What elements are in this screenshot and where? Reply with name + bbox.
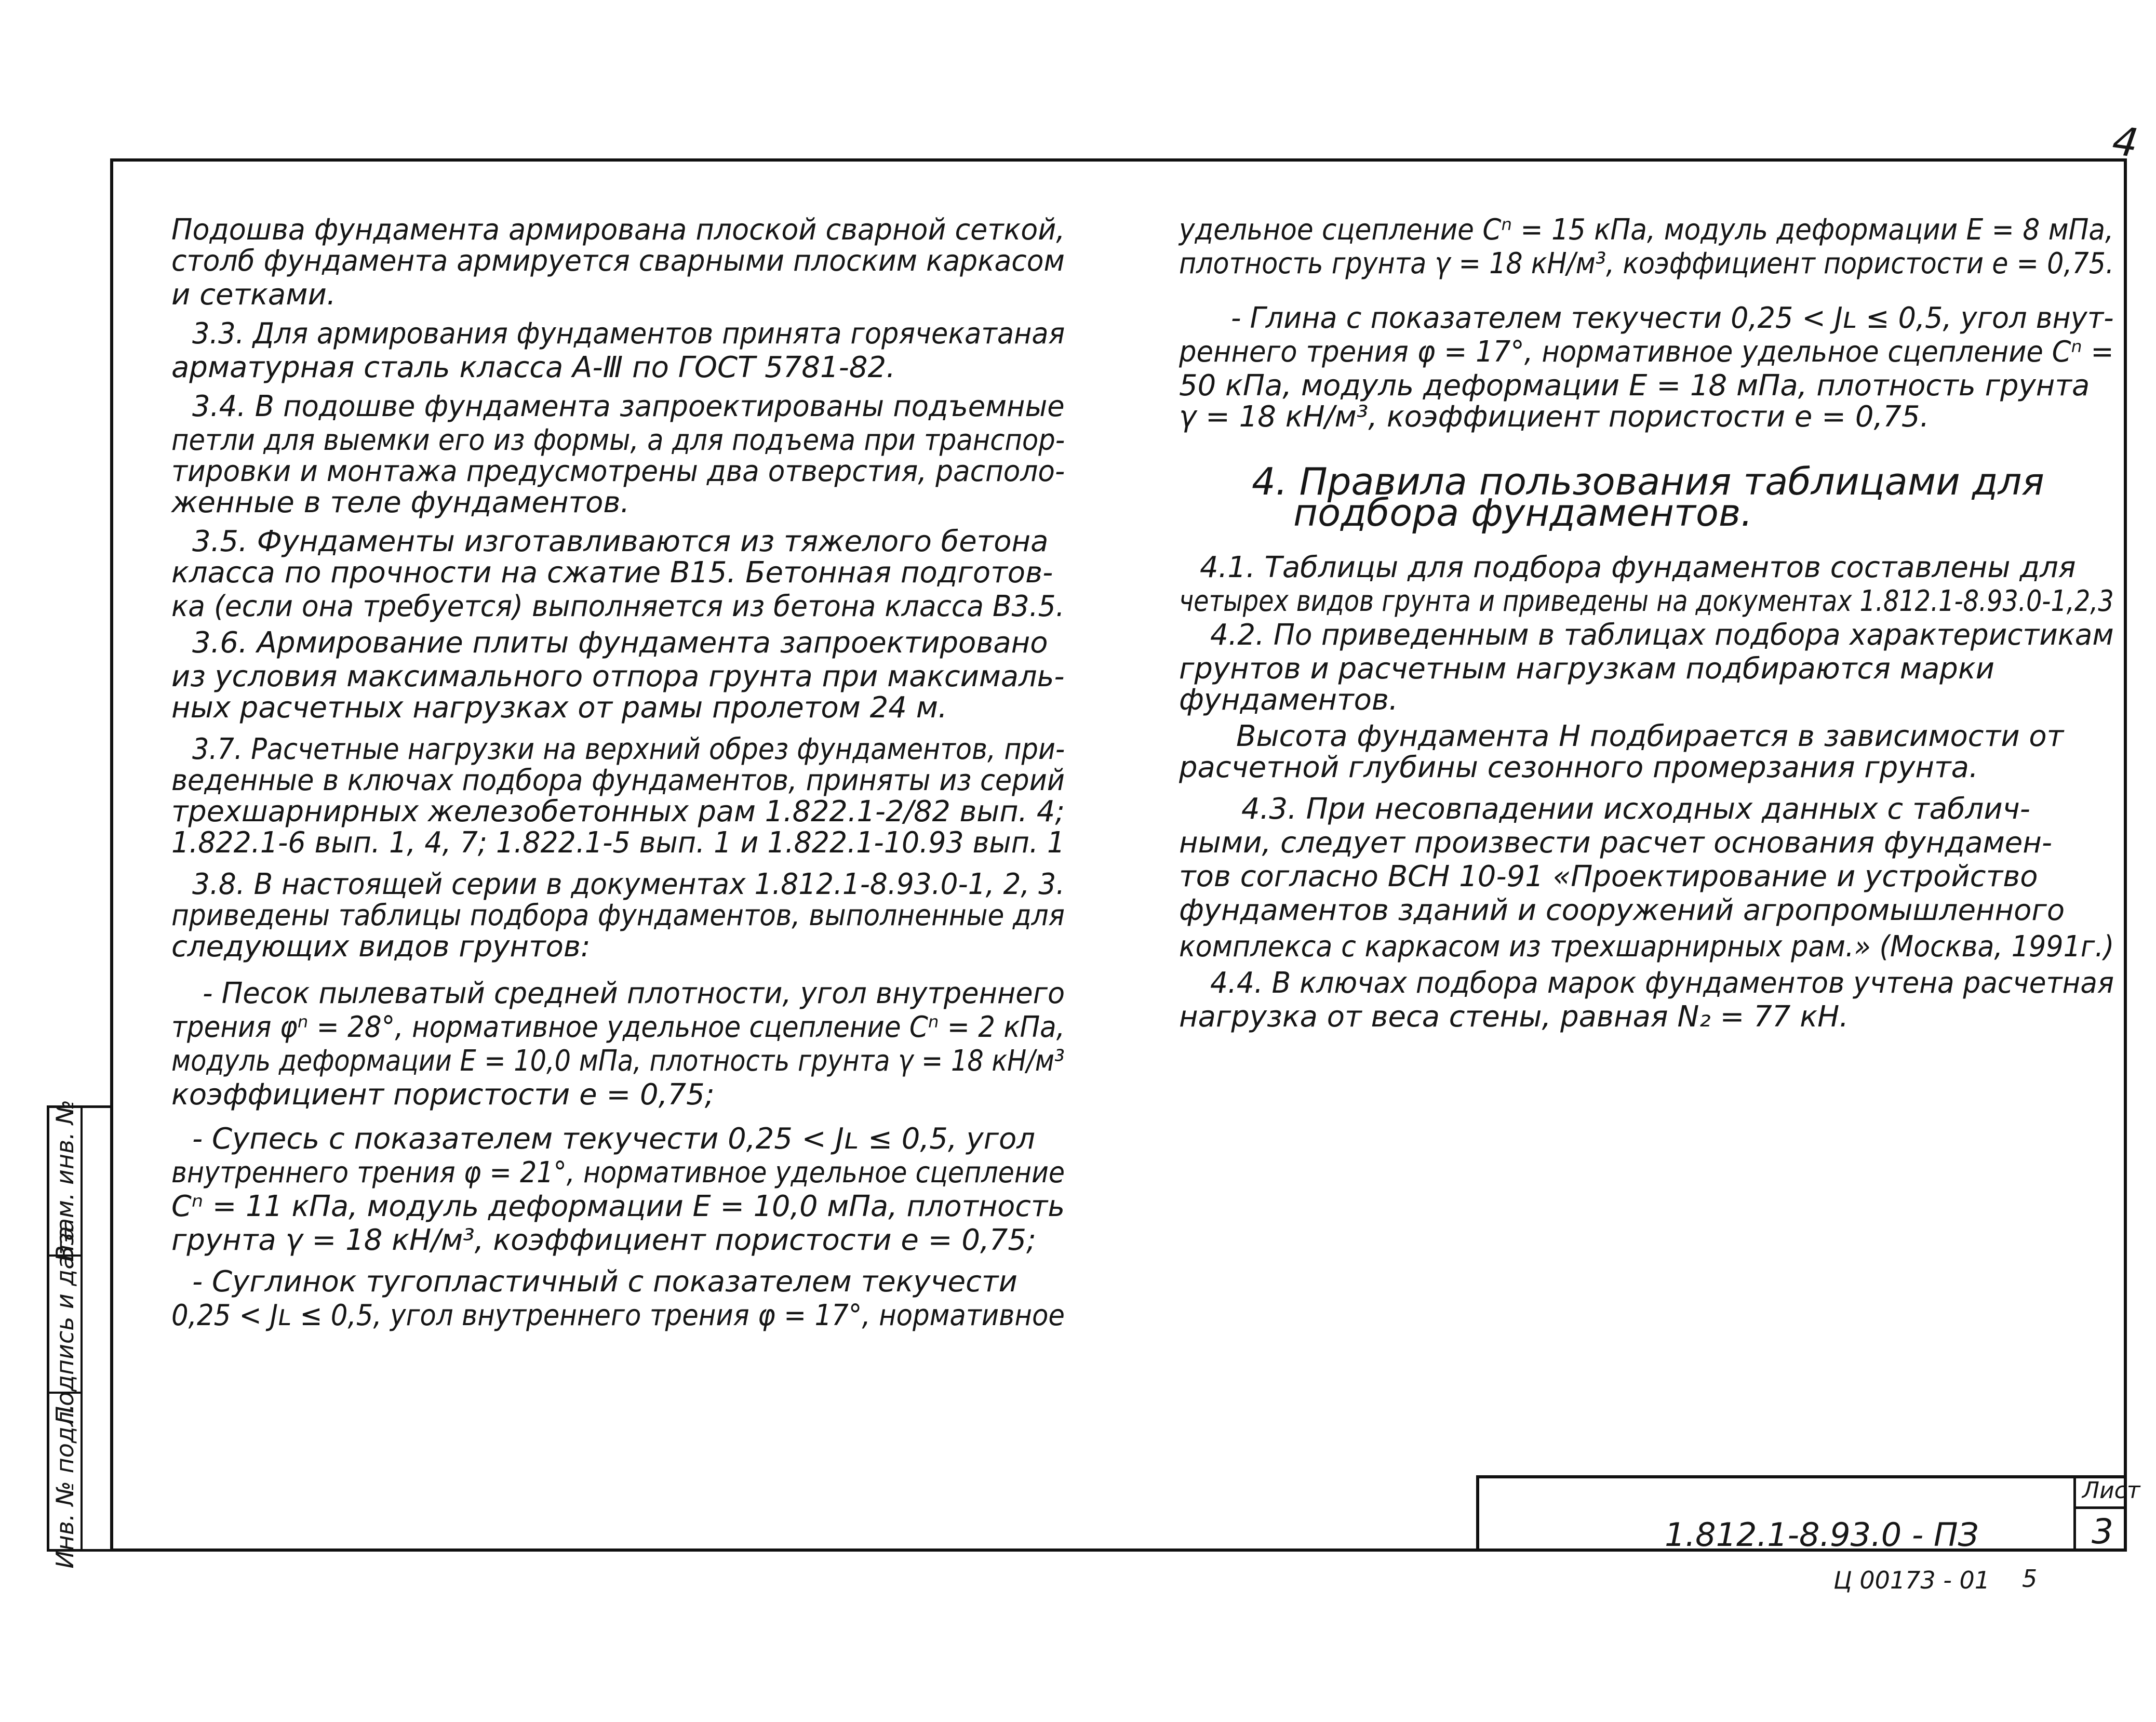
left-column-line: трения φⁿ = 28°, нормативное удельное сцепление Cⁿ = 2 кПа, [171, 1010, 1065, 1044]
left-column-line: женные в теле фундаментов. [171, 486, 630, 519]
left-column-line: трехшарнирных железобетонных рам 1.822.1-2/82 вып. 4; [171, 795, 1065, 829]
sidebar-label-inv-podl: Инв. № подл. [51, 1404, 79, 1569]
sheet-cell [2073, 1475, 2140, 1552]
right-column-line: 4.2. По приведенным в таблицах подбора характеристикам [1210, 618, 2114, 652]
right-column-line: 4. Правила пользования таблицами для [1252, 460, 2044, 503]
right-column-line: четырех видов грунта и приведены на документах 1.812.1-8.93.0-1,2,3 [1179, 584, 2114, 618]
right-column-line: ными, следует произвести расчет основания фундамен- [1179, 826, 2053, 860]
right-column-line: - Глина с показателем текучести 0,25 < Jʟ ≤ 0,5, угол внут- [1231, 301, 2114, 335]
right-column-line: γ = 18 кН/м³, коэффициент пористости е = 0,75. [1179, 400, 1930, 434]
left-column-line: 0,25 < Jʟ ≤ 0,5, угол внутреннего трения φ = 17°, нормативное [171, 1299, 1065, 1332]
left-column-line: 3.8. В настоящей серии в документах 1.812.1-8.93.0-1, 2, 3. [192, 867, 1065, 901]
right-column-line: комплекса с каркасом из трехшарнирных рам.» (Москва, 1991г.) [1179, 930, 2114, 964]
right-column-line: расчетной глубины сезонного промерзания грунта. [1179, 751, 1978, 784]
left-column-line: внутреннего трения φ = 21°, нормативное удельное сцепление [171, 1156, 1065, 1190]
left-column-line: 3.3. Для армирования фундаментов принята горячекатаная [192, 317, 1065, 351]
right-column-line: Высота фундамента Н подбирается в зависимости от [1236, 719, 2064, 753]
document-code: 1.812.1-8.93.0 - ПЗ [1665, 1516, 1979, 1554]
archive-page: 5 [2022, 1565, 2038, 1593]
right-column-line: подбора фундаментов. [1293, 491, 1753, 535]
right-column-line: нагрузка от веса стены, равная N₂ = 77 кН. [1179, 1000, 1849, 1034]
left-column-line: - Суглинок тугопластичный с показателем текучести [192, 1265, 1017, 1299]
left-column-line: - Супесь с показателем текучести 0,25 < Jʟ ≤ 0,5, угол [192, 1122, 1036, 1156]
right-column-line: фундаментов зданий и сооружений агропромышленного [1179, 893, 2065, 927]
left-column-line: 3.6. Армирование плиты фундамента запроектировано [192, 626, 1048, 660]
title-block-sidebar [47, 1099, 110, 1569]
left-column-line: класса по прочности на сжатие В15. Бетонная подготов- [171, 556, 1053, 590]
left-column-line: веденные в ключах подбора фундаментов, приняты из серий [171, 764, 1065, 797]
left-column-line: 3.5. Фундаменты изготавливаются из тяжелого бетона [192, 525, 1049, 558]
left-column-line: - Песок пылеватый средней плотности, угол внутреннего [203, 977, 1065, 1010]
left-column-line: тировки и монтажа предусмотрены два отверстия, располо- [171, 455, 1065, 488]
sidebar-label-signature-date: Подпись и дата [51, 1226, 79, 1424]
right-column-line: грунтов и расчетным нагрузкам подбираются марки [1179, 652, 1995, 686]
sheet-label: Лист [2082, 1477, 2140, 1504]
right-column-line: 4.4. В ключах подбора марок фундаментов учтена расчетная [1210, 966, 2114, 1000]
right-column-line: 50 кПа, модуль деформации Е = 18 мПа, плотность грунта [1179, 369, 2090, 403]
left-column-line: 1.822.1-6 вып. 1, 4, 7; 1.822.1-5 вып. 1 и 1.822.1-10.93 вып. 1 [171, 826, 1065, 860]
sheet-number: 3 [2092, 1512, 2113, 1552]
left-column-line: следующих видов грунтов: [171, 930, 591, 964]
right-column-line: тов согласно ВСН 10-91 «Проектирование и устройство [1179, 860, 2038, 893]
left-column-line: и сетками. [171, 278, 336, 312]
left-column-line: 3.4. В подошве фундамента запроектированы подъемные [192, 390, 1065, 423]
right-column-line: удельное сцепление Cⁿ = 15 кПа, модуль деформации Е = 8 мПа, [1179, 213, 2114, 247]
left-column-line: модуль деформации Е = 10,0 мПа, плотность грунта γ = 18 кН/м³ [171, 1044, 1065, 1078]
left-column-line: столб фундамента армируется сварными плоским каркасом [171, 244, 1065, 278]
left-column-line: ных расчетных нагрузках от рамы пролетом 24 м. [171, 691, 947, 725]
left-column-line: петли для выемки его из формы, а для подъема при транспор- [171, 423, 1065, 457]
right-column-line: 4.1. Таблицы для подбора фундаментов составлены для [1200, 551, 2076, 584]
right-column-line: реннего трения φ = 17°, нормативное удельное сцепление Cⁿ = [1179, 335, 2114, 369]
left-column-line: из условия максимального отпора грунта при максималь- [171, 660, 1065, 693]
left-column-line: арматурная сталь класса А-Ⅲ по ГОСТ 5781-82. [171, 351, 895, 384]
right-column-line: плотность грунта γ = 18 кН/м³, коэффициент пористости е = 0,75. [1179, 247, 2114, 281]
left-column-line: грунта γ = 18 кН/м³, коэффициент пористости е = 0,75; [171, 1223, 1036, 1257]
left-column-line: коэффициент пористости е = 0,75; [171, 1078, 715, 1112]
sidebar-label-vzam-inv: Взам. инв. № [51, 1099, 79, 1262]
right-column-line: фундаментов. [1179, 683, 1398, 717]
left-column-line: приведены таблицы подбора фундаментов, выполненные для [171, 899, 1065, 932]
right-column-line: 4.3. При несовпадении исходных данных с таблич- [1241, 792, 2030, 826]
left-column-line: Подошва фундамента армирована плоской сварной сеткой, [171, 213, 1065, 247]
left-column-line: 3.7. Расчетные нагрузки на верхний обрез фундаментов, при- [192, 732, 1065, 766]
left-column-line: ка (если она требуется) выполняется из бетона класса В3.5. [171, 590, 1065, 623]
archive-number: Ц 00173 - 01 [1833, 1566, 1990, 1594]
left-column-line: Cⁿ = 11 кПа, модуль деформации Е = 10,0 мПа, плотность [171, 1190, 1065, 1223]
page-number-top: 4 [2109, 117, 2141, 167]
